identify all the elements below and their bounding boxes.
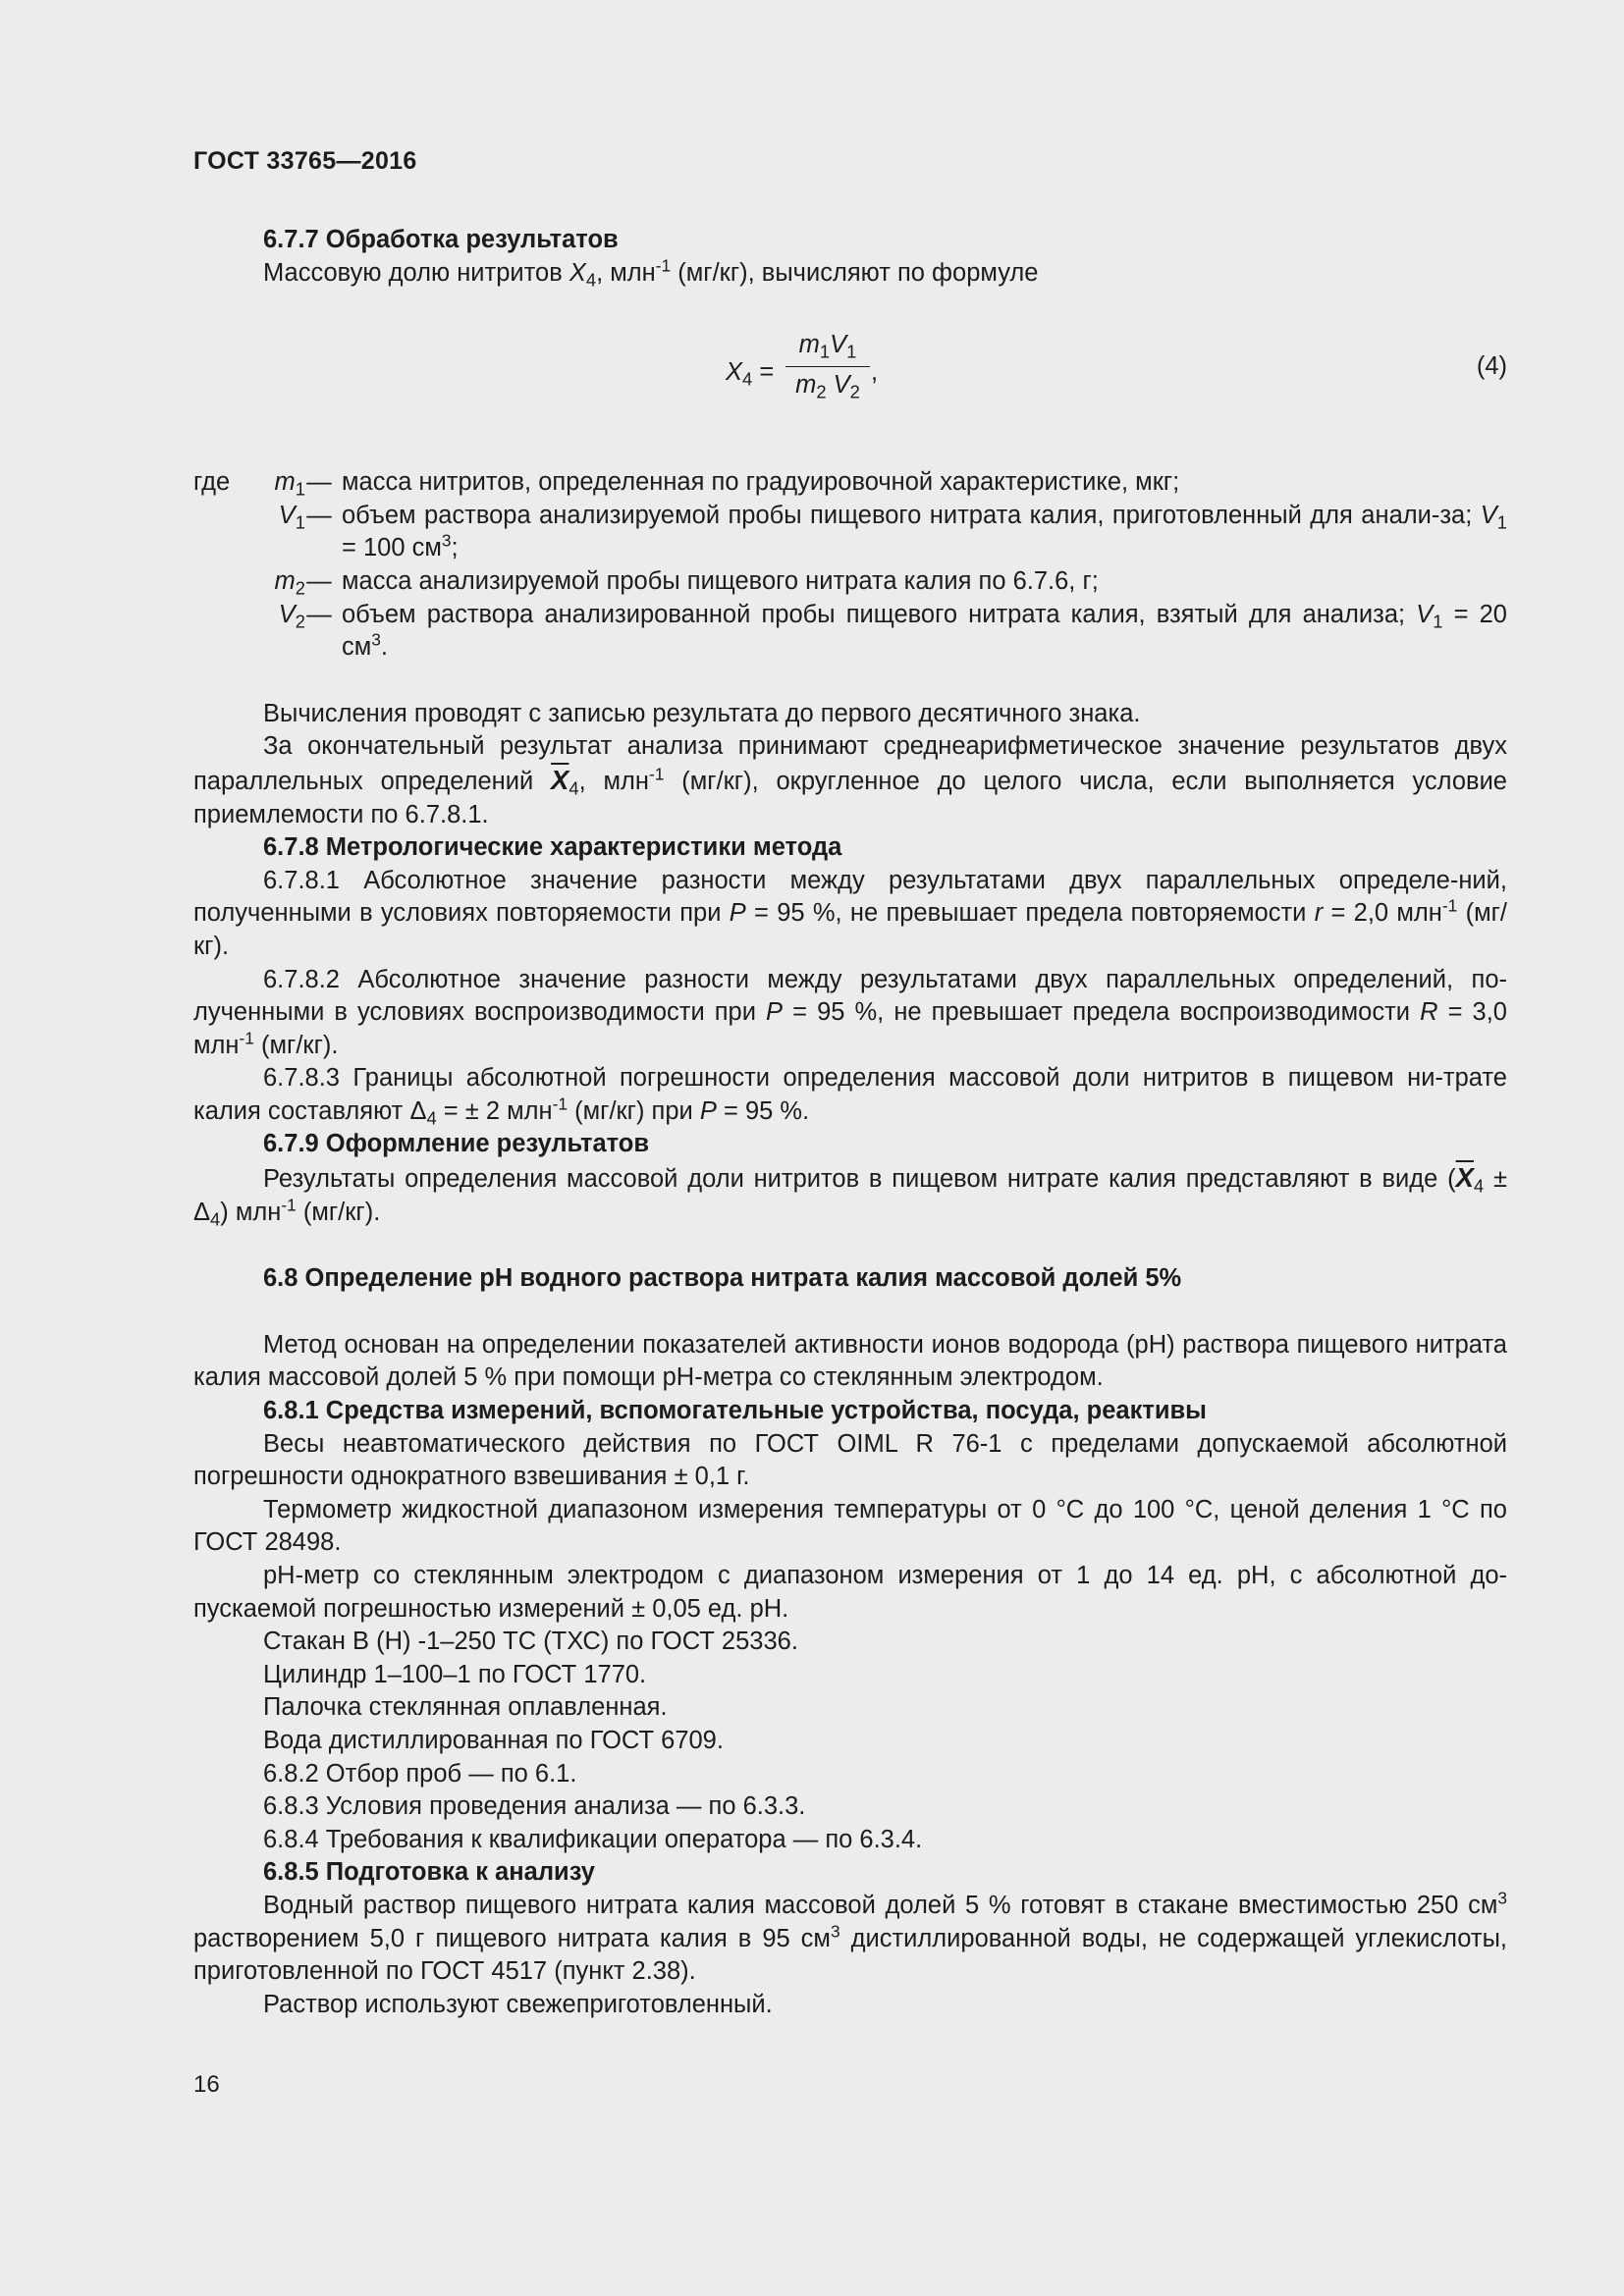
document-body — [193, 224, 1507, 2021]
definition-v1: $V_1$ — объем раствора анализируемой пробы пищевого нитрата калия, приготовленный для анали-за; $V_1 = 100$ $см^3$; — [278, 501, 1507, 562]
paragraph-thermometer: Термометр жидкостной диапазоном измерения температуры от 0 °С до 100 °С, ценой деления 1 °С по ГОСТ 28498. — [193, 1495, 1507, 1557]
document-header: ГОСТ 33765—2016 — [193, 147, 417, 175]
formula-number: (4) — [1476, 352, 1507, 381]
definition-m1: где $m_1$ — масса нитритов, определенная по градуировочной характеристике, мкг; — [193, 468, 1180, 500]
paragraph-beaker: Стакан В (Н) -1–250 ТС (ТХС) по ГОСТ 25336. — [263, 1628, 798, 1656]
paragraph-glass-rod: Палочка стеклянная оплавленная. — [263, 1693, 668, 1722]
formula-intro: Массовую долю нитритов $X_4$, млн$^{-1}$ (мг/кг), вычисляют по формуле — [263, 255, 1039, 291]
paragraph-6-7-9: Результаты определения массовой доли нитритов в пищевом нитрате калия представляют в виде $(\overline{X}_4 \pm \Delta_4)$ млн$^{-1}$ (мг/кг). — [193, 1162, 1507, 1230]
section-heading-6-8-5: 6.8.5 Подготовка к анализу — [263, 1858, 595, 1887]
paragraph-scales: Весы неавтоматического действия по ГОСТ OIML R 76-1 с пределами допускаемой абсолютной погрешности однократного взвешивания ± 0,1 г. — [193, 1429, 1507, 1491]
paragraph-solution-prep: Водный раствор пищевого нитрата калия массовой долей 5 % готовят в стакане вместимостью 250 $см^3$ растворением 5,0 г пищевого нитрата калия в 95 $см^3$ дистиллированной воды, не содержащей углекислоты, приготовленной по ГОСТ 4517 (пункт 2.38). — [193, 1888, 1508, 1986]
formula-4: $X_4$ = $m_1V_1$ $m_2$ $V_2$ , (4) — [726, 331, 1507, 402]
paragraph-cylinder: Цилиндр 1–100–1 по ГОСТ 1770. — [263, 1660, 647, 1688]
paragraph-fresh-solution: Раствор используют свежеприготовленный. — [263, 1990, 773, 2018]
section-heading-6-7-7: 6.7.7 Обработка результатов — [263, 226, 619, 253]
variable-definitions — [193, 466, 1507, 665]
paragraph-6-7-8-1: 6.7.8.1 Абсолютное значение разности между результатами двух параллельных определе-ний, полученными в условиях повторяемости при P = 95 %, не превышает предела повторяемости r = 2,0 млн$^{-1}$ (мг/кг). — [193, 866, 1508, 960]
paragraph-6-7-8-2: 6.7.8.2 Абсолютное значение разности между результатами двух параллельных определений, по-лученными в условиях воспроизводимости при P = 95 %, не превышает предела воспроизводимости R = 3,0 млн$^{-1}$ (мг/кг). — [193, 965, 1507, 1059]
paragraph-calculation: Вычисления проводят с записью результата до первого десятичного знака. — [263, 699, 1141, 727]
paragraph-distilled-water: Вода дистиллированная по ГОСТ 6709. — [263, 1726, 724, 1754]
paragraph-6-8-method: Метод основан на определении показателей активности ионов водорода (pH) раствора пищевого нитрата калия массовой долей 5 % при помощи pH-метра со стеклянным электродом. — [193, 1330, 1507, 1392]
section-heading-6-7-9: 6.7.9 Оформление результатов — [263, 1130, 650, 1158]
paragraph-ph-meter: pH-метр со стеклянным электродом с диапазоном измерения от 1 до 14 ед. pH, с абсолютной до-пускаемой погрешностью измерений ± 0,05 ед. pH. — [193, 1562, 1507, 1623]
paragraph-6-7-8-3: 6.7.8.3 Границы абсолютной погрешности определения массовой доли нитритов в пищевом ни-трате калия составляют $\Delta_4$ = ± 2 млн$^{-1}$ (мг/кг) при P = 95 %. — [193, 1064, 1507, 1129]
paragraph-6-8-2: 6.8.2 Отбор проб — по 6.1. — [263, 1759, 577, 1788]
definition-m2: $m_2$ — масса анализируемой пробы пищевого нитрата калия по 6.7.6, г; — [274, 566, 1099, 599]
paragraph-6-8-4: 6.8.4 Требования к квалификации оператора — по 6.3.4. — [263, 1825, 923, 1853]
section-heading-6-8: 6.8 Определение pH водного раствора нитрата калия массовой долей 5% — [263, 1264, 1182, 1293]
paragraph-6-8-3: 6.8.3 Условия проведения анализа — по 6.3.3. — [263, 1792, 806, 1821]
page-number: 16 — [193, 2071, 220, 2098]
paragraph-final-result: За окончательный результат анализа принимают среднеарифметическое значение результатов двух параллельных определений $\overline{X}_4$, млн$^{-1}$ (мг/кг), округленное до целого числа, если выполняется условие приемлемости по 6.7.8.1. — [193, 732, 1507, 828]
section-heading-6-7-8: 6.7.8 Метрологические характеристики метода — [263, 833, 842, 862]
definition-v2: $V_2$ — объем раствора анализированной пробы пищевого нитрата калия, взятый для анализа; $V_1 = 20$ $см^3$. — [278, 600, 1507, 662]
section-heading-6-8-1: 6.8.1 Средства измерений, вспомогательные устройства, посуда, реактивы — [263, 1397, 1207, 1425]
formula-lhs: $X_4$ = — [726, 358, 775, 390]
formula-fraction: $m_1V_1$ $m_2$ $V_2$ — [785, 329, 870, 402]
